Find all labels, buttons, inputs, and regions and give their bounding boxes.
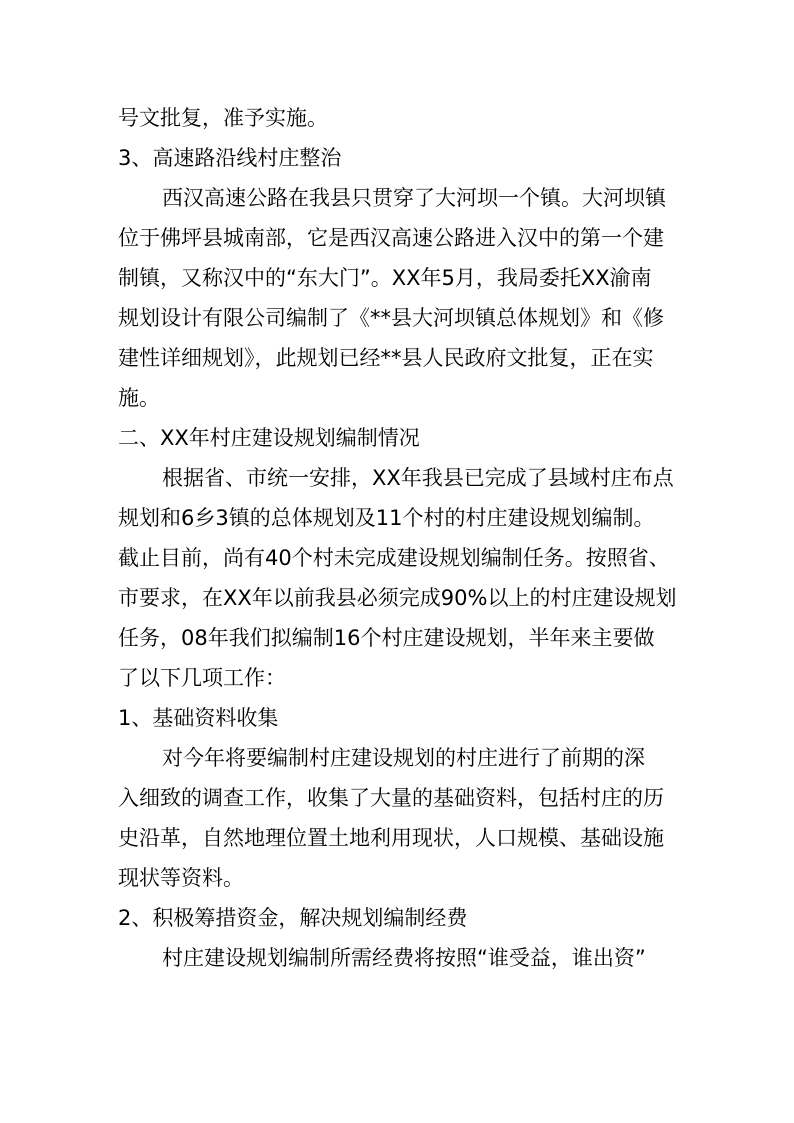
section-heading: 2、积极筹措资金，解决规划编制经费 bbox=[118, 906, 468, 930]
section-heading: 1、基础资料收集 bbox=[118, 706, 279, 730]
body-line: 截止目前，尚有40个村未完成建设规划编制任务。按照省、 bbox=[118, 546, 670, 570]
paragraph-first-line: 根据省、市统一安排，XX年我县已完成了县域村庄布点 bbox=[162, 466, 674, 490]
body-line: 规划设计有限公司编制了《**县大河坝镇总体规划》和《修 bbox=[118, 306, 664, 330]
document-body bbox=[118, 98, 688, 978]
body-line: 位于佛坪县城南部，它是西汉高速公路进入汉中的第一个建 bbox=[118, 226, 664, 250]
body-line: 建性详细规划》，此规划已经**县人民政府文批复，正在实 bbox=[118, 346, 654, 370]
body-line: 规划和6乡3镇的总体规划及11个村的村庄建设规划编制。 bbox=[118, 506, 655, 530]
paragraph-first-line: 对今年将要编制村庄建设规划的村庄进行了前期的深 bbox=[162, 746, 645, 770]
body-line: 入细致的调查工作，收集了大量的基础资料，包括村庄的历 bbox=[118, 786, 664, 810]
body-line: 制镇，又称汉中的“东大门”。XX年5月，我局委托XX渝南 bbox=[118, 266, 652, 290]
body-line: 现状等资料。 bbox=[118, 866, 244, 890]
body-line: 任务，08年我们拟编制16个村庄建设规划，半年来主要做 bbox=[118, 626, 655, 650]
section-heading: 3、高速路沿线村庄整治 bbox=[118, 146, 342, 170]
section-heading: 二、XX年村庄建设规划编制情况 bbox=[118, 426, 420, 450]
body-line: 史沿革，自然地理位置土地利用现状，人口规模、基础设施 bbox=[118, 826, 664, 850]
body-line: 市要求，在XX年以前我县必须完成90%以上的村庄建设规划 bbox=[118, 586, 677, 610]
body-line: 号文批复，准予实施。 bbox=[118, 106, 328, 130]
body-line: 了以下几项工作： bbox=[118, 666, 286, 690]
paragraph-first-line: 村庄建设规划编制所需经费将按照“谁受益，谁出资” bbox=[162, 946, 646, 970]
paragraph-first-line: 西汉高速公路在我县只贯穿了大河坝一个镇。大河坝镇 bbox=[162, 186, 666, 210]
body-line: 施。 bbox=[118, 386, 160, 410]
